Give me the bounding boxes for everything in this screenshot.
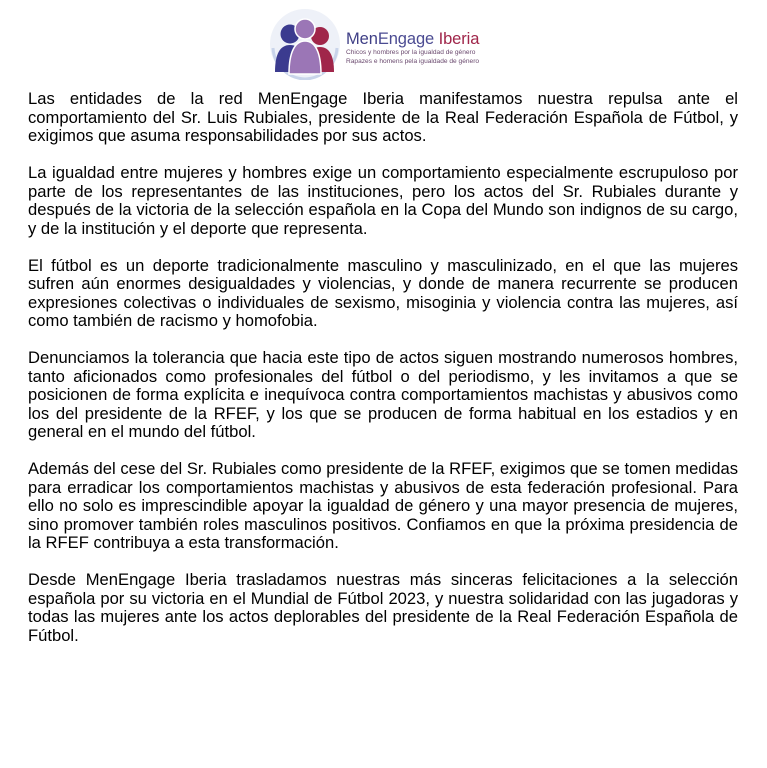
- logo-title-men: Men: [346, 30, 378, 48]
- logo-title: [346, 30, 496, 48]
- people-silhouettes-icon: [268, 8, 342, 80]
- statement-paragraph: Desde MenEngage Iberia trasladamos nuestras más sinceras felicitaciones a la selección española por su victoria en el Mundial de Fútbol 2023, y nuestra solidaridad con las jugadoras y todas las mujeres ante los actos deplorables del presidente de la Real Federación Española de Fútbol.: [28, 570, 738, 645]
- statement-paragraph: La igualdad entre mujeres y hombres exige un comportamiento especialmente escrupuloso por parte de los representantes de las instituciones, pero los actos del Sr. Rubiales durante y después de la victoria de la selección española en la Copa del Mundo son indignos de su cargo, y de la institución y el deporte que representa.: [28, 163, 738, 238]
- logo-title-engage: Engage: [377, 30, 435, 48]
- logo-tagline-gl: Rapazes e homens pela igualdade de género: [346, 57, 480, 65]
- menengage-iberia-logo: [268, 8, 498, 80]
- logo-text: [346, 30, 496, 65]
- statement-paragraph: Las entidades de la red MenEngage Iberia manifestamos nuestra repulsa ante el comportamiento del Sr. Luis Rubiales, presidente de la Real Federación Española de Fútbol, y exigimos que asuma responsabilidades por sus actos.: [28, 89, 738, 145]
- logo-title-iberia: Iberia: [434, 30, 480, 48]
- statement-body: [28, 90, 738, 664]
- statement-paragraph: Denunciamos la tolerancia que hacia este tipo de actos siguen mostrando numerosos hombres, tanto aficionados como profesionales del fútbol o del periodismo, y les invitamos a que se posicionen de forma explícita e inequívoca contra comportamientos machistas y abusivos como los del presidente de la RFEF, y los que se producen de forma habitual en los estadios y en general en el mundo del fútbol.: [28, 348, 738, 441]
- statement-paragraph: El fútbol es un deporte tradicionalmente masculino y masculinizado, en el que las mujeres sufren aún enormes desigualdades y violencias, y donde de manera recurrente se producen expresiones colectivas o individuales de sexismo, misoginia y violencia contra las mujeres, así como también de racismo y homofobia.: [28, 255, 738, 330]
- logo-tagline-es: Chicos y hombres por la igualdad de género: [346, 49, 476, 56]
- statement-paragraph: Además del cese del Sr. Rubiales como presidente de la RFEF, exigimos que se tomen medidas para erradicar los comportamientos machistas y abusivos de esta federación profesional. Para ello no solo es imprescindible apoyar la igualdad de género y una mayor presencia de mujeres, sino promover también roles masculinos positivos. Confiamos en que la próxima presidencia de la RFEF contribuya a esta transformación.: [28, 459, 738, 552]
